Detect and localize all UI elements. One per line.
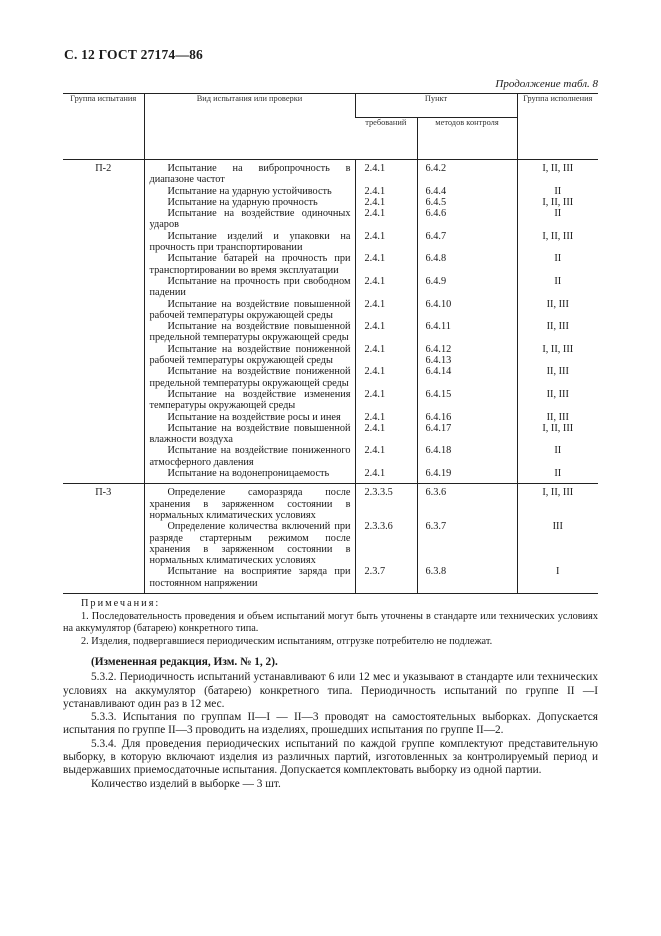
cell-test-kind: Испытание на воздействие пониженного атмосферного давления (144, 445, 355, 468)
cell-group (63, 208, 144, 231)
cell-requirements: 2.3.3.5 (355, 484, 417, 521)
cell-test-kind: Испытание на воздействие повышенной рабочей температуры окружающей среды (144, 299, 355, 322)
cell-test-kind: Испытание на воздействие повышенной предельной температуры окружающей среды (144, 321, 355, 344)
test-table (63, 93, 598, 593)
cell-group (63, 445, 144, 468)
table-row (63, 445, 598, 468)
cell-requirements: 2.3.7 (355, 566, 417, 593)
cell-methods: 6.4.16 (417, 412, 517, 423)
cell-group (63, 566, 144, 593)
cell-requirements: 2.4.1 (355, 253, 417, 276)
cell-requirements: 2.4.1 (355, 389, 417, 412)
cell-test-kind: Испытание на ударную прочность (144, 197, 355, 208)
table-row (63, 276, 598, 299)
page-title: С. 12 ГОСТ 27174—86 (64, 47, 203, 62)
table-body (63, 160, 598, 593)
cell-group (63, 276, 144, 299)
cell-group (63, 321, 144, 344)
cell-methods: 6.4.4 (417, 186, 517, 197)
cell-methods: 6.4.5 (417, 197, 517, 208)
cell-group (63, 521, 144, 566)
paragraph-5-3-3: 5.3.3. Испытания по группам II—I — II—3 проводят на самостоятельных выборках. Допускается испытания по группе II—3 проводить на изделиях, прошедших испытания по группе II—2. (63, 711, 598, 737)
table-row (63, 208, 598, 231)
paragraph-5-3-2: 5.3.2. Периодичность испытаний устанавливают 6 или 12 мес и указывают в стандарте или технических условиях на аккумулятор (батарею) конкретного типа. Периодичность испытаний по группе II —I устанавливают один раз в 12 мес. (63, 671, 598, 710)
cell-execution: III (517, 521, 598, 566)
cell-execution: II (517, 253, 598, 276)
table-row (63, 321, 598, 344)
cell-methods: 6.4.2 (417, 160, 517, 186)
paragraph-5-3-4: 5.3.4. Для проведения периодических испытаний по каждой группе комплектуют представительную выборку, в которую включают изделия из различных партий, изготовленных за контролируемый период и выдержавших приемосдаточные испытания. Допускается комплектовать выборку из одной партии. (63, 737, 598, 777)
cell-methods: 6.4.12 6.4.13 (417, 344, 517, 367)
cell-methods: 6.4.14 (417, 366, 517, 389)
cell-group: П-3 (63, 484, 144, 521)
cell-test-kind: Испытание на прочность при свободном падении (144, 276, 355, 299)
cell-requirements: 2.4.1 (355, 197, 417, 208)
cell-requirements: 2.4.1 (355, 276, 417, 299)
cell-requirements: 2.4.1 (355, 208, 417, 231)
cell-requirements: 2.4.1 (355, 366, 417, 389)
cell-test-kind: Испытание на воздействие повышенной влажности воздуха (144, 423, 355, 446)
cell-execution: II (517, 276, 598, 299)
cell-execution: I (517, 566, 598, 593)
cell-execution: II (517, 186, 598, 197)
cell-test-kind: Испытание на ударную устойчивость (144, 186, 355, 197)
cell-group (63, 231, 144, 254)
cell-test-kind: Определение саморазряда после хранения в заряженном состоянии в нормальных климатических условиях (144, 484, 355, 521)
cell-test-kind: Испытание на водонепроницаемость (144, 468, 355, 484)
cell-requirements: 2.4.1 (355, 160, 417, 186)
header-kind: Вид испытания или проверки (144, 94, 355, 160)
table-row (63, 423, 598, 446)
cell-execution: II (517, 445, 598, 468)
table-bottom-rule (63, 593, 598, 594)
cell-methods: 6.4.7 (417, 231, 517, 254)
cell-group: П-2 (95, 163, 112, 174)
notes-title: Примечания: (81, 598, 161, 609)
cell-requirements: 2.4.1 (355, 445, 417, 468)
cell-test-kind: Испытание батарей на прочность при транспортировании во время эксплуатации (144, 253, 355, 276)
table-row (63, 389, 598, 412)
cell-execution: I, II, III (517, 197, 598, 208)
table-row (63, 366, 598, 389)
cell-test-kind: Испытание на восприятие заряда при постоянном напряжении (144, 566, 355, 593)
note-item: 2. Изделия, подвергавшиеся периодическим испытаниям, отгрузке потребителю не подлежат. (81, 635, 493, 647)
cell-methods: 6.4.18 (417, 445, 517, 468)
cell-methods: 6.4.17 (417, 423, 517, 446)
cell-execution: I, II, III (517, 423, 598, 446)
cell-test-kind: Испытание на воздействие одиночных ударов (144, 208, 355, 231)
cell-test-kind: Испытание на воздействие пониженной предельной температуры окружающей среды (144, 366, 355, 389)
cell-group (63, 186, 144, 197)
cell-methods: 6.4.6 (417, 208, 517, 231)
cell-execution: II, III (517, 366, 598, 389)
cell-methods: 6.3.8 (417, 566, 517, 593)
table-row (63, 521, 598, 566)
cell-methods: 6.3.6 (417, 484, 517, 521)
cell-test-kind: Испытание на вибропрочность в диапазоне частот (144, 160, 355, 186)
note-item: 1. Последовательность проведения и объем испытаний могут быть уточнены в стандарте или технических условиях на аккумулятор (батарею) конкретного типа. (63, 610, 598, 634)
cell-group (63, 253, 144, 276)
table-row (63, 566, 598, 593)
cell-execution: II, III (517, 412, 598, 423)
cell-requirements: 2.3.3.6 (355, 521, 417, 566)
cell-group (63, 423, 144, 446)
cell-group (63, 468, 144, 484)
notes (63, 598, 598, 648)
edition-note: (Измененная редакция, Изм. № 1, 2). (91, 656, 278, 668)
cell-group (63, 197, 144, 208)
cell-execution: II, III (517, 321, 598, 344)
cell-methods: 6.4.9 (417, 276, 517, 299)
cell-test-kind: Испытание изделий и упаковки на прочность при транспортировании (144, 231, 355, 254)
table-row (63, 231, 598, 254)
cell-test-kind: Испытание на воздействие изменения температуры окружающей среды (144, 389, 355, 412)
cell-requirements: 2.4.1 (355, 299, 417, 322)
cell-methods: 6.3.7 (417, 521, 517, 566)
cell-requirements: 2.4.1 (355, 344, 417, 367)
cell-execution: I, II, III (517, 160, 598, 186)
cell-methods: 6.4.19 (417, 468, 517, 484)
cell-group (63, 299, 144, 322)
header-methods: методов контроля (417, 118, 517, 160)
cell-requirements: 2.4.1 (355, 468, 417, 484)
cell-group (63, 389, 144, 412)
cell-test-kind: Определение количества включений при разряде стартерным режимом после хранения в заряженном состоянии в нормальных климатических условиях (144, 521, 355, 566)
cell-group (63, 344, 144, 367)
header-group: Группа испытания (63, 94, 144, 160)
body-text (63, 656, 598, 791)
cell-group (63, 366, 144, 389)
cell-test-kind: Испытание на воздействие росы и инея (144, 412, 355, 423)
cell-methods: 6.4.8 (417, 253, 517, 276)
cell-methods: 6.4.10 (417, 299, 517, 322)
cell-execution: II (517, 208, 598, 231)
table-row (63, 197, 598, 208)
header-item: Пункт (355, 94, 517, 118)
table-continuation-label: Продолжение табл. 8 (495, 78, 598, 90)
cell-requirements: 2.4.1 (355, 186, 417, 197)
cell-execution: I, II, III (517, 484, 598, 521)
cell-execution: II (517, 468, 598, 484)
cell-requirements: 2.4.1 (355, 412, 417, 423)
cell-group (63, 412, 144, 423)
table-row (63, 299, 598, 322)
header-requirements: требований (355, 118, 417, 160)
cell-requirements: 2.4.1 (355, 231, 417, 254)
cell-test-kind: Испытание на воздействие пониженной рабочей температуры окружающей среды (144, 344, 355, 367)
table-row (63, 484, 598, 521)
table-row (63, 412, 598, 423)
cell-methods: 6.4.15 (417, 389, 517, 412)
table-row (63, 253, 598, 276)
table-row (63, 344, 598, 367)
cell-execution: I, II, III (517, 344, 598, 367)
cell-methods: 6.4.11 (417, 321, 517, 344)
table-row (63, 186, 598, 197)
cell-execution: I, II, III (517, 231, 598, 254)
table-row (63, 160, 598, 186)
header-execution: Группа исполнения (517, 94, 598, 160)
table-row (63, 468, 598, 484)
cell-requirements: 2.4.1 (355, 321, 417, 344)
paragraph-sample-size: Количество изделий в выборке — 3 шт. (91, 777, 281, 790)
cell-requirements: 2.4.1 (355, 423, 417, 446)
cell-execution: II, III (517, 299, 598, 322)
cell-execution: II, III (517, 389, 598, 412)
